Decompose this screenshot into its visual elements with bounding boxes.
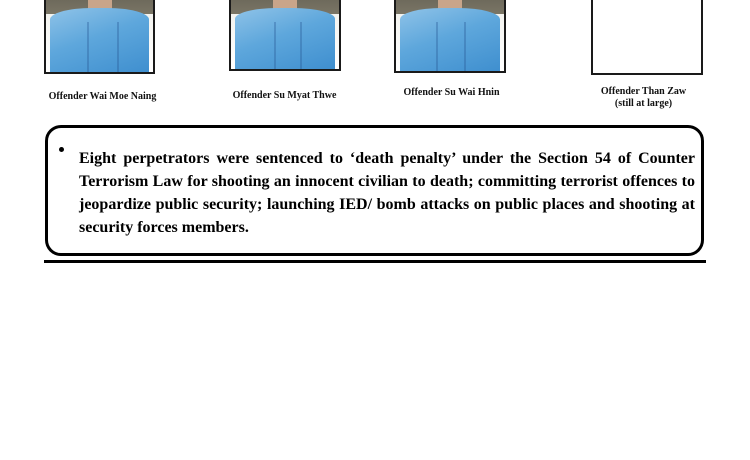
- offender-caption: Offender Wai Moe Naing: [48, 91, 157, 102]
- summary-box: [45, 125, 704, 256]
- offender-photo: [229, 0, 341, 71]
- summary-text: Eight perpetrators were sentenced to ‘death penalty’ under the Section 54 of Counter Terrorism Law for shooting an innocent civilian to death; committing terrorist offences to jeopardize public security; launching IED/ bomb attacks on public places and shooting at security forces members.: [79, 150, 695, 236]
- offender-photo-placeholder: [591, 0, 703, 75]
- offender-caption: Offender Su Myat Thwe: [232, 90, 337, 101]
- offender-caption: Offender Su Wai Hnin: [403, 87, 500, 98]
- offender-photo: [44, 0, 155, 74]
- offender-photo: [394, 0, 506, 73]
- bullet-icon: [59, 147, 64, 152]
- offender-status-note: (still at large): [614, 98, 673, 109]
- section-divider: [44, 260, 706, 263]
- offender-caption: Offender Than Zaw (still at large): [600, 86, 687, 109]
